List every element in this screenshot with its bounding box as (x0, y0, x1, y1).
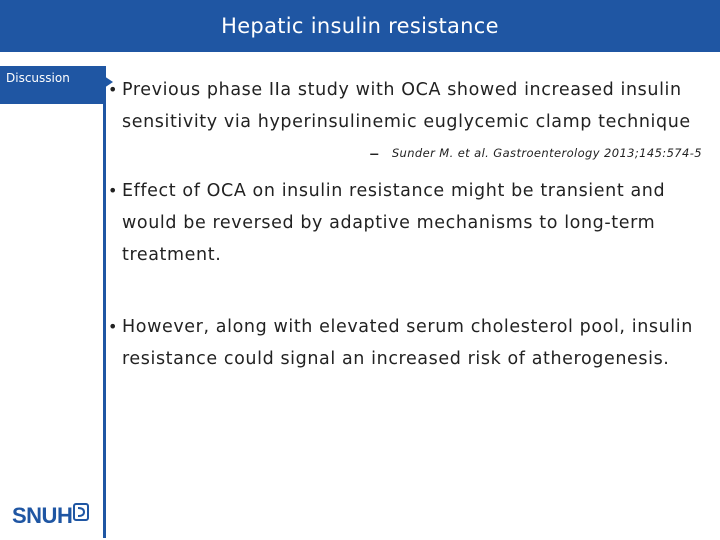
bullet-glyph: • (108, 317, 119, 336)
sidebar-divider (103, 66, 106, 538)
bullet-glyph: • (108, 181, 119, 200)
reference-dash: – (369, 141, 380, 165)
bullet-text: Previous phase IIa study with OCA showed increased insulin sensitivity via hyperinsulinemic euglycemic clamp technique (122, 80, 691, 132)
bullet-item (108, 175, 702, 271)
bullet-glyph: • (108, 80, 119, 99)
slide-title: Hepatic insulin resistance (221, 14, 499, 38)
snuh-emblem-icon (73, 503, 89, 525)
bullet-text: Effect of OCA on insulin resistance might be transient and would be reversed by adaptive mechanisms to long-term treatment. (122, 181, 666, 265)
snuh-logo (12, 500, 89, 532)
reference (112, 140, 702, 166)
section-label: Discussion (6, 71, 70, 85)
section-tab (0, 66, 104, 104)
bullet-text: However, along with elevated serum cholesterol pool, insulin resistance could signal an increased risk of atherogenesis. (122, 317, 693, 369)
bullet-item (108, 74, 702, 138)
slide-body (108, 74, 702, 375)
reference-citation: Sunder M. et al. Gastroenterology 2013;145:574-5 (391, 146, 702, 160)
bullet-item (108, 311, 702, 375)
logo-text: SNUH (12, 503, 73, 528)
title-bar (0, 0, 720, 52)
